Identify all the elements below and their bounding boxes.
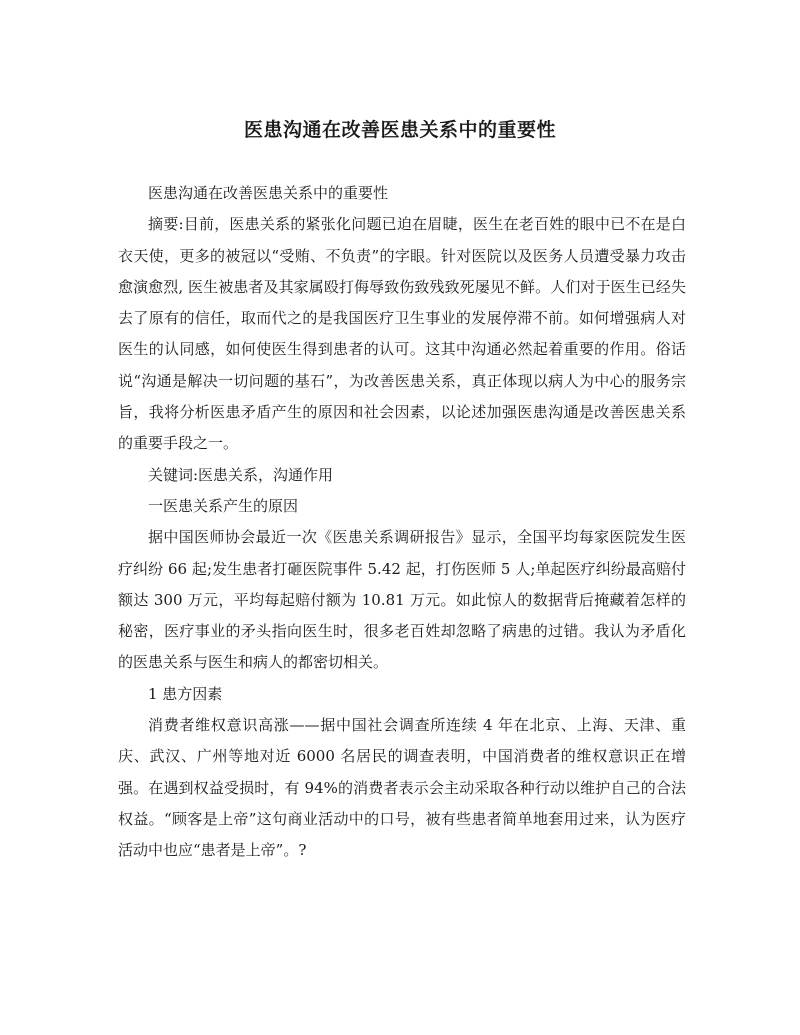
body-paragraph-heading: 医患沟通在改善医患关系中的重要性 [148,184,389,202]
body-paragraph-consumer-rights: 消费者维权意识高涨——据中国社会调查所连续 4 年在北京、上海、天津、重庆、武汉、广州等地对近 6000 名居民的调查表明，中国消费者的维权意识正在增强。在遇到权益受损时，有 94%的消费者表示会主动采取各种行动以维护自己的合法权益。“顾客是上帝”这句商业活动中的口号，被有些患者简单地套用过来，认为医疗活动中也应“患者是上帝”。? [118,716,686,860]
document-title: 医患沟通在改善医患关系中的重要性 [243,119,556,141]
section-heading-causes: 一医患关系产生的原因 [148,496,299,515]
body-paragraph-report: 据中国医师协会最近一次《医患关系调研报告》显示，全国平均每家医院发生医疗纠纷 66 起;发生患者打砸医院事件 5.42 起，打伤医师 5 人;单起医疗纠纷最高赔付额达 300 万元，平均每起赔付额为 10.81 万元。如此惊人的数据背后掩藏着怎样的秘密，医疗事业的矛头指向医生时，很多老百姓却忽略了病患的过错。我认为矛盾化的医患关系与医生和病人的都密切相关。 [118,528,686,672]
subsection-heading-patient-factors: 1 患方因素 [148,684,223,703]
document-body [118,178,686,867]
body-paragraph-keywords: 关键词:医患关系，沟通作用 [148,465,334,484]
body-paragraph-abstract: 摘要:目前，医患关系的紧张化问题已迫在眉睫，医生在老百姓的眼中已不在是白衣天使，更多的被冠以“受贿、不负责”的字眼。针对医院以及医务人员遭受暴力攻击愈演愈烈, 医生被患者及其家属殴打侮辱致伤致残致死屡见不鲜。人们对于医生已经失去了原有的信任，取而代之的是我国医疗卫生事业的发展停滞不前。如何增强病人对医生的认同感，如何使医生得到患者的认可。这其中沟通必然起着重要的作用。俗话说“沟通是解决一切问题的基石”，为改善医患关系，真正体现以病人为中心的服务宗旨，我将分析医患矛盾产生的原因和社会因素，以论述加强医患沟通是改善医患关系的重要手段之一。 [118,215,686,453]
